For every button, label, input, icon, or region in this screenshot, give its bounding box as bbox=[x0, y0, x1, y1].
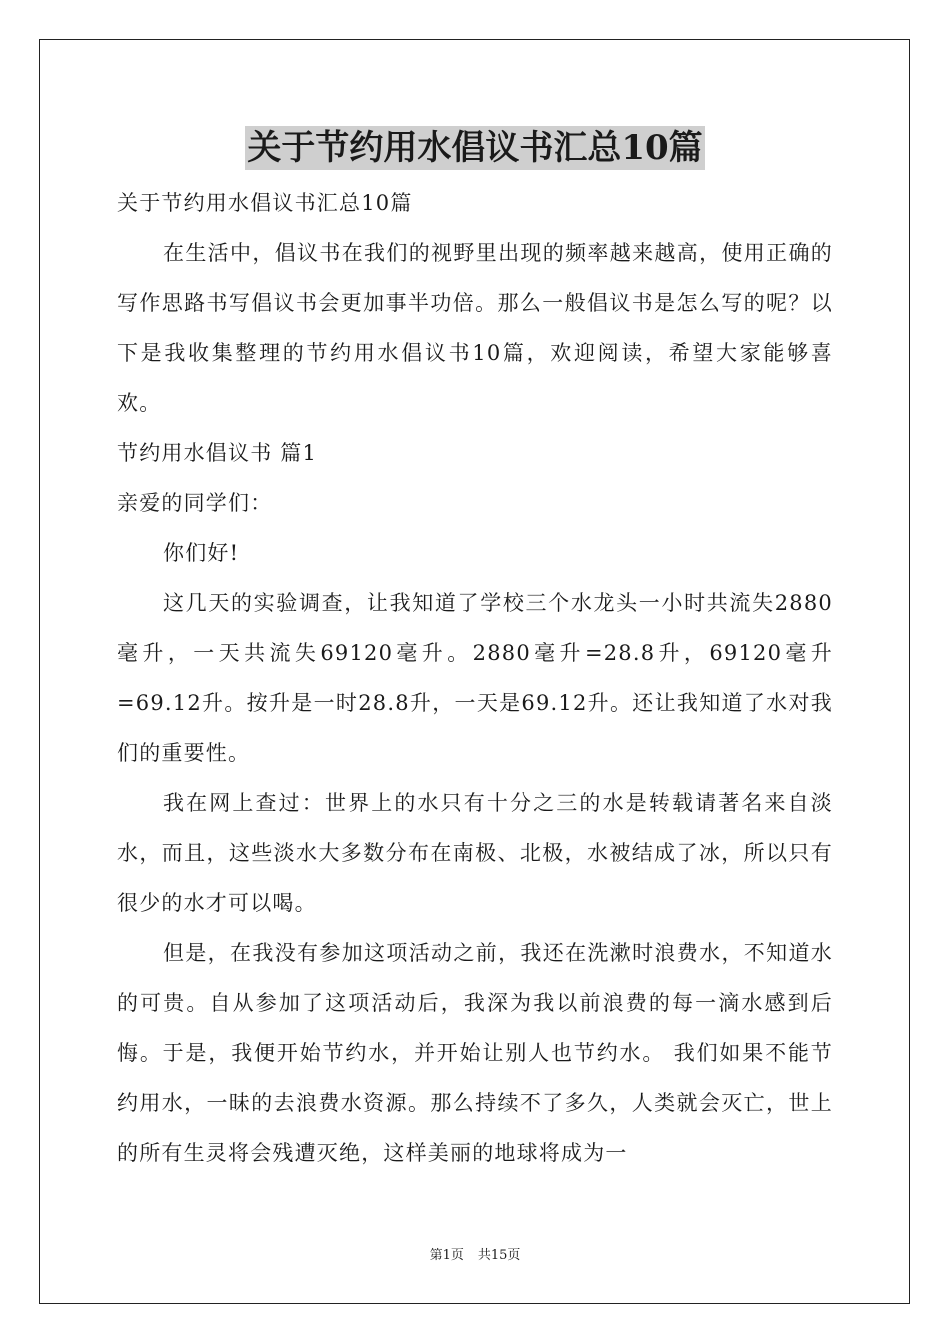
document-body bbox=[117, 178, 833, 1178]
page-total: 共15页 bbox=[477, 1248, 521, 1263]
greeting: 你们好! bbox=[163, 541, 240, 565]
paragraph: 关于节约用水倡议书汇总10篇 bbox=[117, 191, 413, 215]
page-footer bbox=[0, 1247, 950, 1265]
document-title: 关于节约用水倡议书汇总10篇 bbox=[247, 128, 703, 168]
paragraph: 在生活中，倡议书在我们的视野里出现的频率越来越高，使用正确的写作思路书写倡议书会更加事半功倍。那么一般倡议书是怎么写的呢？以下是我收集整理的节约用水倡议书10篇，欢迎阅读，希望大家能够喜欢。 bbox=[117, 241, 833, 415]
page-number: 第1页 bbox=[429, 1248, 464, 1263]
section-heading: 节约用水倡议书 篇1 bbox=[117, 441, 318, 465]
paragraph: 这几天的实验调查，让我知道了学校三个水龙头一小时共流失2880毫升，一天共流失69120毫升。2880毫升=28.8升，69120毫升=69.12升。按升是一时28.8升，一天是69.12升。还让我知道了水对我们的重要性。 bbox=[117, 591, 833, 765]
salutation: 亲爱的同学们： bbox=[117, 491, 273, 515]
paragraph: 我在网上查过：世界上的水只有十分之三的水是转载请著名来自淡水，而且，这些淡水大多数分布在南极、北极，水被结成了冰，所以只有很少的水才可以喝。 bbox=[117, 791, 833, 915]
title-container bbox=[0, 126, 950, 170]
paragraph: 但是，在我没有参加这项活动之前，我还在洗漱时浪费水，不知道水的可贵。自从参加了这项活动后，我深为我以前浪费的每一滴水感到后悔。于是，我便开始节约水，并开始让别人也节约水。 我们如果不能节约用水，一昧的去浪费水资源。那么持续不了多久，人类就会灭亡，世上的所有生灵将会残遭灭绝，这样美丽的地球将成为一 bbox=[117, 941, 833, 1165]
